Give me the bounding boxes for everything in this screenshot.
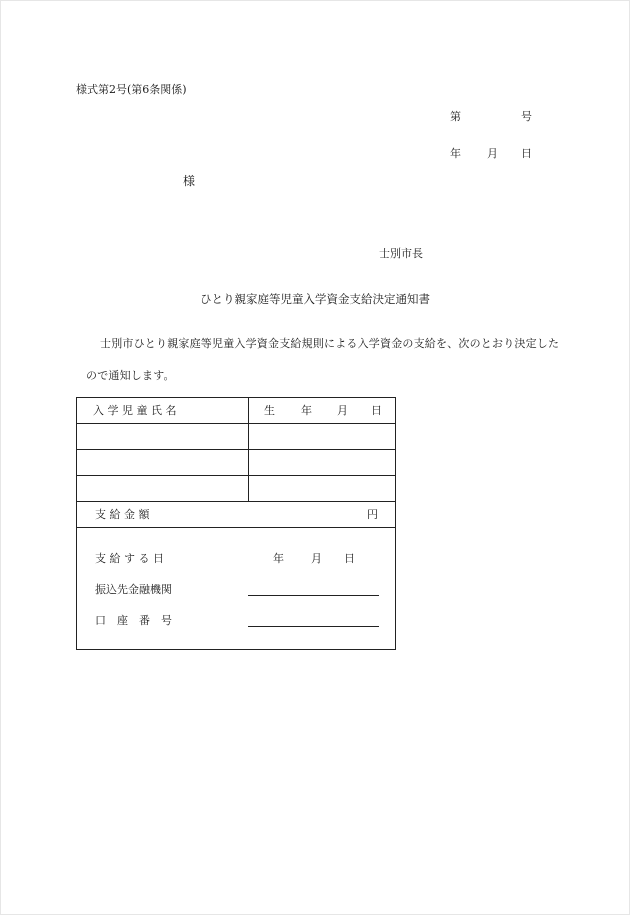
table-divider (77, 527, 395, 528)
header-birth-year: 年 (301, 404, 312, 417)
child-name-field-3[interactable] (78, 476, 247, 500)
pay-date-year: 年 (273, 552, 284, 565)
birth-date-field-2[interactable] (249, 450, 395, 474)
issue-date-year: 年 (450, 147, 461, 160)
bank-underline (248, 595, 379, 596)
issue-date-month: 月 (487, 147, 498, 160)
doc-number-suffix: 号 (521, 110, 532, 123)
header-birth-month: 月 (337, 404, 348, 417)
header-child-name: 入 学 児 童 氏 名 (93, 404, 177, 417)
birth-date-field-1[interactable] (249, 424, 395, 448)
amount-unit: 円 (367, 508, 378, 521)
body-text: 士別市ひとり親家庭等児童入学資金支給規則による入学資金の支給を、次のとおり決定したので通知します。 (86, 337, 560, 382)
form-reference: 様式第2号(第6条関係) (76, 83, 187, 96)
table-divider (77, 501, 395, 502)
pay-date-day: 日 (344, 552, 355, 565)
account-underline (248, 626, 379, 627)
amount-label: 支 給 金 額 (95, 508, 150, 521)
issue-date-day: 日 (521, 147, 532, 160)
header-birth-day: 日 (371, 404, 382, 417)
header-birth-sei: 生 (264, 404, 275, 417)
pay-date-label: 支 給 す る 日 (95, 552, 164, 565)
recipient-honorific: 様 (183, 174, 196, 188)
account-label: 口 座 番 号 (95, 614, 172, 627)
pay-date-month: 月 (311, 552, 322, 565)
issuer-title: 士別市長 (379, 247, 423, 260)
decision-table (76, 397, 396, 650)
child-name-field-1[interactable] (78, 424, 247, 448)
child-name-field-2[interactable] (78, 450, 247, 474)
doc-number-prefix: 第 (450, 110, 461, 123)
bank-label: 振込先金融機関 (95, 583, 172, 596)
document-title: ひとり親家庭等児童入学資金支給決定通知書 (200, 292, 430, 306)
birth-date-field-3[interactable] (249, 476, 395, 500)
